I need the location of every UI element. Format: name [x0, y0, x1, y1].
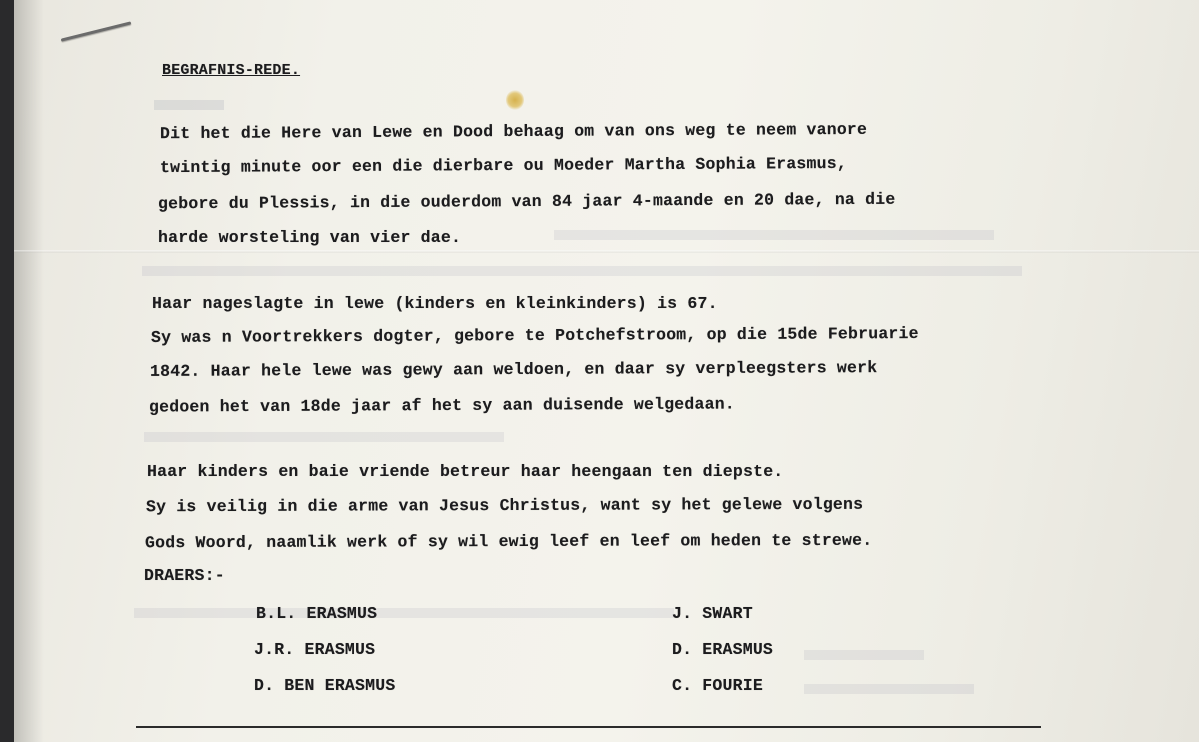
bearer-left-2: J.R. ERASMUS: [254, 640, 376, 659]
bearer-left-3: D. BEN ERASMUS: [254, 676, 396, 695]
document-heading: BEGRAFNIS-REDE.: [162, 62, 301, 79]
paper-stain: [506, 90, 524, 110]
show-through-mark: [154, 100, 224, 110]
show-through-mark: [134, 608, 674, 618]
paragraph2-line2: Sy was n Voortrekkers dogter, gebore te Potchefstroom, op die 15de Februarie: [150, 323, 919, 348]
paper-fold: [14, 250, 1199, 253]
show-through-mark: [142, 266, 1022, 276]
paragraph3-line2: Sy is veilig in die arme van Jesus Christus, want sy het gelewe volgens: [145, 494, 864, 517]
paragraph1-line4: harde worsteling van vier dae.: [158, 228, 462, 247]
paragraph2-line3: 1842. Haar hele lewe was gewy aan weldoen, en daar sy verpleegsters werk: [149, 358, 878, 381]
bottom-rule: [136, 726, 1041, 728]
bearers-label: DRAERS:-: [144, 566, 225, 585]
paragraph1-line1: Dit het die Here van Lewe en Dood behaag om van ons weg te neem vanore: [159, 119, 868, 144]
paragraph1-line3: gebore du Plessis, in die ouderdom van 84 jaar 4-maande en 20 dae, na die: [157, 189, 896, 214]
bearer-left-1: B.L. ERASMUS: [256, 604, 378, 623]
bearer-right-2: D. ERASMUS: [672, 640, 774, 659]
bearer-right-3: C. FOURIE: [672, 676, 763, 695]
paragraph3-line1: Haar kinders en baie vriende betreur haar heengaan ten diepste.: [147, 462, 784, 481]
show-through-mark: [144, 432, 504, 442]
paragraph2-line1: Haar nageslagte in lewe (kinders en kleinkinders) is 67.: [152, 294, 718, 313]
staple: [61, 21, 132, 41]
show-through-mark: [554, 230, 994, 240]
paragraph1-line2: twintig minute oor een die dierbare ou Moeder Martha Sophia Erasmus,: [159, 153, 847, 178]
typed-document-page: [14, 0, 1199, 742]
bearer-right-1: J. SWART: [672, 604, 753, 623]
show-through-mark: [804, 684, 974, 694]
show-through-mark: [804, 650, 924, 660]
paragraph2-line4: gedoen het van 18de jaar af het sy aan duisende welgedaan.: [148, 394, 735, 417]
paragraph3-line3: Gods Woord, naamlik werk of sy wil ewig leef en leef om heden te strewe.: [144, 530, 873, 553]
